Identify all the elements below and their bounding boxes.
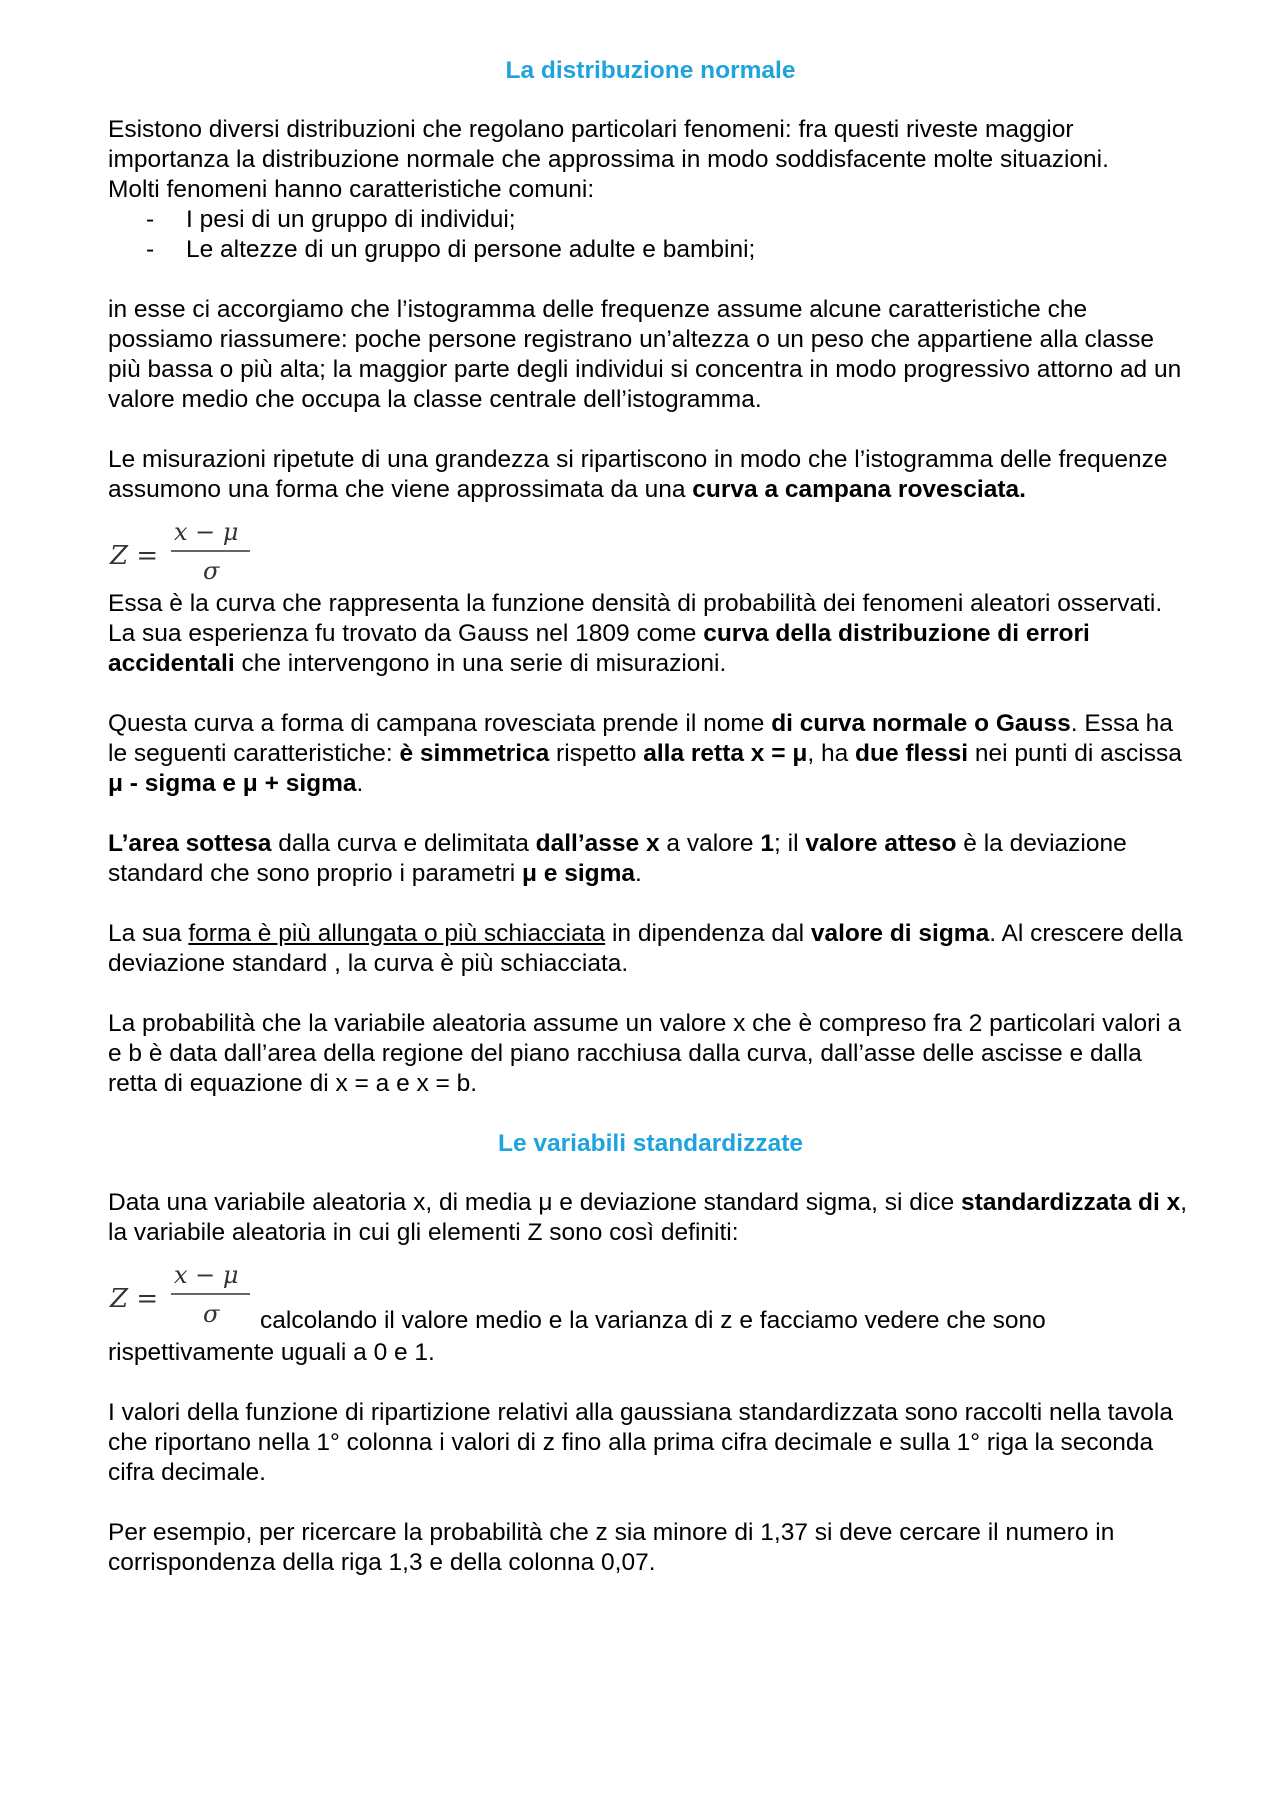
area-paragraph: L’area sottesa dalla curva e delimitata dall’asse x a valore 1; il valore atteso è la deviazione standard che sono proprio i parametri μ e sigma. [108,830,1127,887]
forma-paragraph: La sua forma è più allungata o più schiacciata in dipendenza dal valore di sigma. Al crescere della deviazione standard , la curva è più schiacciata. [108,920,1183,977]
formula-denominator: σ [203,1300,220,1328]
intro-paragraph: Esistono diversi distribuzioni che regolano particolari fenomeni: fra questi riveste maggior importanza la distribuzione normale che approssima in modo soddisfacente molte situazioni. [108,116,1109,173]
essa-paragraph: Essa è la curva che rappresenta la funzione densità di probabilità dei fenomeni aleatori osservati. La sua esperienza fu trovato da Gauss nel 1809 come curva della distribuzione di errori accidentali che intervengono in una serie di misurazioni. [108,590,1163,677]
calc-rest-text: rispettivamente uguali a 0 e 1. [108,1339,435,1366]
z-formula [108,519,1193,585]
formula-lhs: Z = [110,541,159,571]
questa-paragraph: Questa curva a forma di campana rovesciata prende il nome di curva normale o Gauss. Essa ha le seguenti caratteristiche: è simmetrica rispetto alla retta x = μ, ha due flessi nei punti di ascissa μ - sigma e μ + sigma. [108,710,1182,797]
section-title: Le variabili standardizzate [498,1130,803,1157]
list-item: - I pesi di un gruppo di individui; [108,205,1193,235]
z-formula-graphic [108,1262,268,1328]
formula-numerator: x − μ [174,519,239,546]
esempio-paragraph: Per esempio, per ricercare la probabilità che z sia minore di 1,37 si deve cercare il numero in corrispondenza della riga 1,3 e della colonna 0,07. [108,1519,1115,1576]
calc-inline-text: calcolando il valore medio e la varianza di z e facciamo vedere che sono [260,1307,1046,1334]
formula-lhs: Z = [110,1284,159,1314]
document-title: La distribuzione normale [505,57,796,84]
valori-paragraph: I valori della funzione di ripartizione relativi alla gaussiana standardizzata sono raccolti nella tavola che riportano nella 1° colonna i valori di z fino alla prima cifra decimale e sulla 1° riga la seconda cifra decimale. [108,1399,1173,1486]
histogram-paragraph: in esse ci accorgiamo che l’istogramma delle frequenze assume alcune caratteristiche che possiamo riassumere: poche persone registrano un’altezza o un peso che appartiene alla classe più bassa o più alta; la maggior parte degli individui si concentra in modo progressivo attorno ad un valore medio che occupa la classe centrale dell’istogramma. [108,296,1182,413]
document-page [108,56,1193,1608]
z-formula-inline [108,1262,1193,1334]
bold-term: curva a campana rovesciata. [692,476,1026,503]
z-formula-graphic [108,519,268,585]
probability-paragraph: La probabilità che la variabile aleatoria assume un valore x che è compreso fra 2 particolari valori a e b è data dall’area della regione del piano racchiusa dalla curva, dall’asse delle ascisse e dalla retta di equazione di x = a e x = b. [108,1010,1182,1097]
formula-numerator: x − μ [174,1262,239,1289]
examples-list [108,205,1193,265]
list-item: - Le altezze di un gruppo di persone adulte e bambini; [108,235,1193,265]
formula-denominator: σ [203,557,220,585]
standardized-paragraph: Data una variabile aleatoria x, di media μ e deviazione standard sigma, si dice standardizzata di x, la variabile aleatoria in cui gli elementi Z sono così definiti: [108,1189,1188,1246]
intro-lead: Molti fenomeni hanno caratteristiche comuni: [108,176,595,203]
misurazioni-paragraph: Le misurazioni ripetute di una grandezza si ripartiscono in modo che l’istogramma delle frequenze assumono una forma che viene approssimata da una curva a campana rovesciata. [108,446,1168,503]
